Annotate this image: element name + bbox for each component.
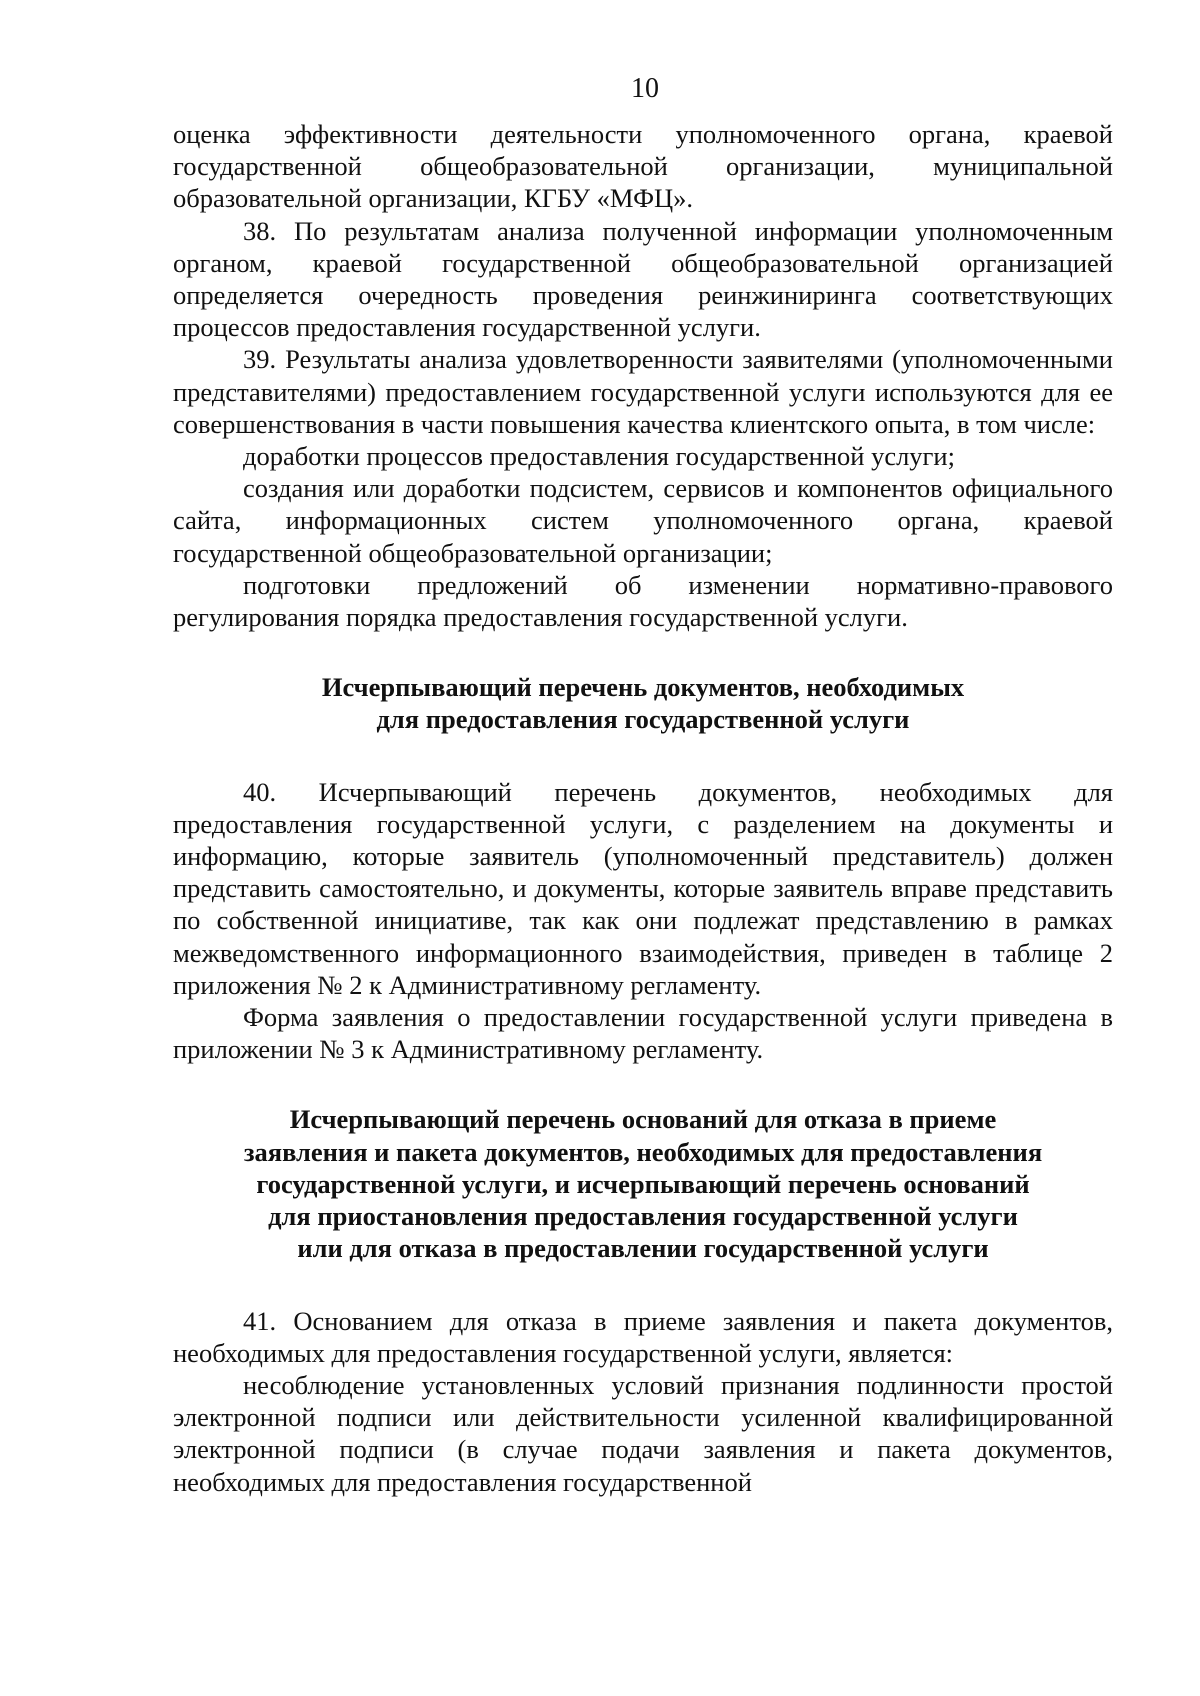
heading-line: или для отказа в предоставлении государственной услуги: [297, 1233, 989, 1264]
heading-line: государственной услуги, и исчерпывающий перечень оснований: [256, 1168, 1030, 1199]
document-body: [173, 118, 1113, 1498]
section-heading-refusal: [173, 1103, 1113, 1264]
section-heading-documents: [173, 671, 1113, 735]
heading-line: для предоставления государственной услуги: [376, 704, 910, 735]
paragraph-form: Форма заявления о предоставлении государственной услуги приведена в приложении № 3 к Административному регламенту.: [173, 1002, 1113, 1065]
list-item: доработки процессов предоставления государственной услуги;: [243, 441, 955, 472]
list-item: создания или доработки подсистем, сервисов и компонентов официального сайта, информационных систем уполномоченного органа, краевой государственной общеобразовательной организации;: [173, 473, 1113, 568]
heading-line: заявления и пакета документов, необходимых для предоставления: [243, 1136, 1043, 1167]
paragraph-39: 39. Результаты анализа удовлетворенности заявителями (уполномоченными представителями) предоставлением государственной услуги используются для ее совершенствования в части повышения качества клиентского опыта, в том числе:: [173, 344, 1113, 439]
paragraph-41: 41. Основанием для отказа в приеме заявления и пакета документов, необходимых для предоставления государственной услуги, является:: [173, 1305, 1113, 1368]
heading-line: для приостановления предоставления государственной услуги: [268, 1201, 1018, 1232]
page-number: 10: [631, 73, 659, 104]
heading-line: Исчерпывающий перечень документов, необходимых: [321, 672, 965, 703]
list-item: несоблюдение установленных условий признания подлинности простой электронной подписи или действительности усиленной квалифицированной электронной подписи (в случае подачи заявления и пакета документов, необходимых для предоставления государственной: [173, 1369, 1113, 1497]
paragraph-continuation: оценка эффективности деятельности уполномоченного органа, краевой государственной общеобразовательной организации, муниципальной образовательной организации, КГБУ «МФЦ».: [173, 119, 1113, 214]
paragraph-40: 40. Исчерпывающий перечень документов, необходимых для предоставления государственной услуги, с разделением на документы и информацию, которые заявитель (уполномоченный представитель) должен представить самостоятельно, и документы, которые заявитель вправе представить по собственной инициативе, так как они подлежат представлению в рамках межведомственного информационного взаимодействия, приведен в таблице 2 приложения № 2 к Административному регламенту.: [173, 776, 1113, 1000]
paragraph-38: 38. По результатам анализа полученной информации уполномоченным органом, краевой государственной общеобразовательной организацией определяется очередность проведения реинжиниринга соответствующих процессов предоставления государственной услуги.: [173, 215, 1113, 343]
list-item: подготовки предложений об изменении нормативно-правового регулирования порядка предоставления государственной услуги.: [173, 569, 1113, 633]
heading-line: Исчерпывающий перечень оснований для отказа в приеме: [289, 1104, 997, 1135]
